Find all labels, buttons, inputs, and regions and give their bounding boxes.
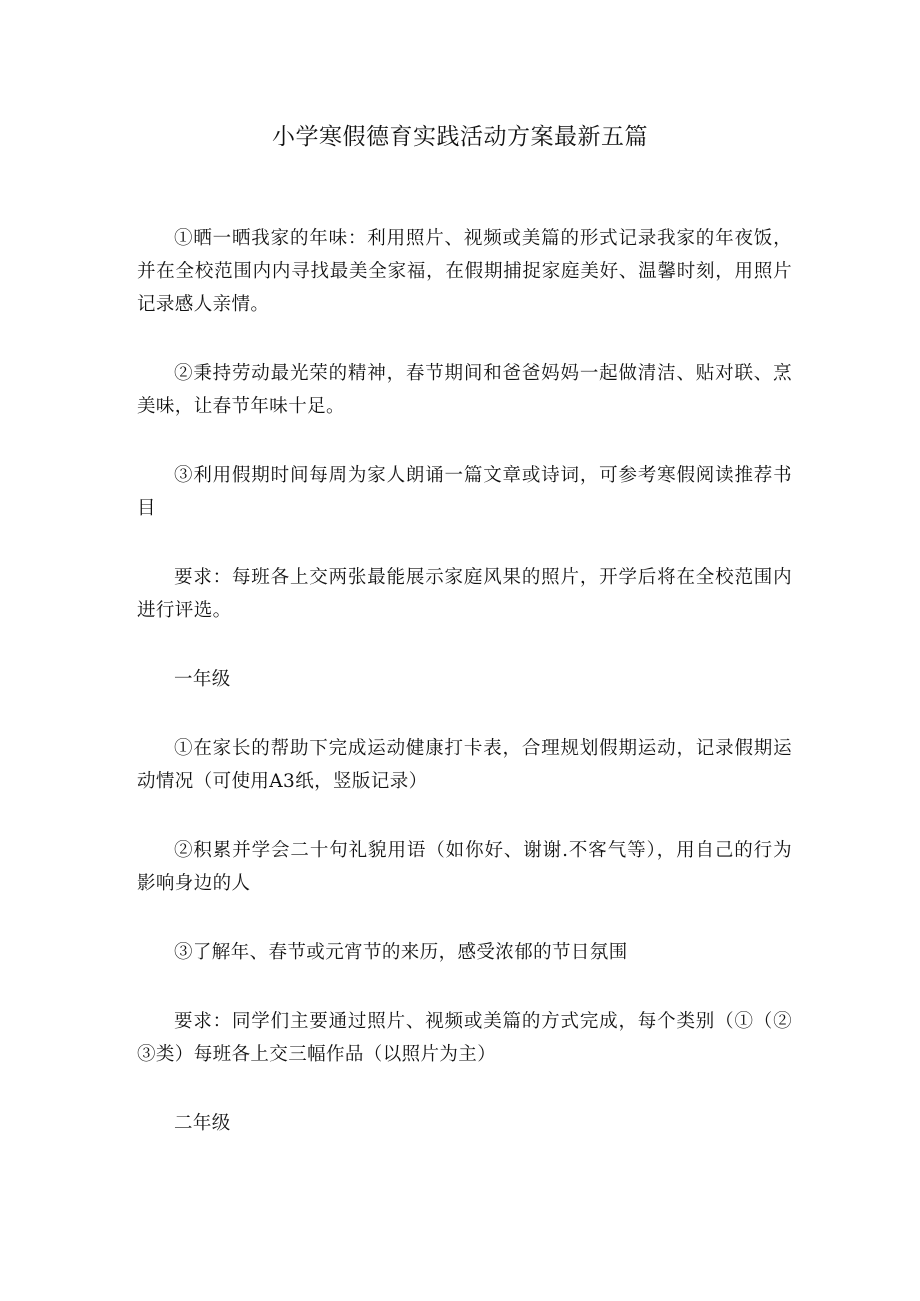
paragraph-requirement-2: 要求：同学们主要通过照片、视频或美篇的方式完成，每个类别（①（②③类）每班各上交三幅作品（以照片为主） xyxy=(137,1011,792,1065)
paragraph-3: ③利用假期时间每周为家人朗诵一篇文章或诗词，可参考寒假阅读推荐书目 xyxy=(137,465,792,519)
section-heading-grade-2: 二年级 xyxy=(174,1113,231,1134)
paragraph-grade1-item-1: ①在家长的帮助下完成运动健康打卡表，合理规划假期运动，记录假期运动情况（可使用A3纸，竖版记录） xyxy=(137,738,792,792)
paragraph-grade1-item-2: ②积累并学会二十句礼貌用语（如你好、谢谢.不客气等），用自己的行为影响身边的人 xyxy=(137,840,792,894)
paragraph-2: ②秉持劳动最光荣的精神，春节期间和爸爸妈妈一起做清洁、贴对联、烹美味，让春节年味十足。 xyxy=(137,363,792,417)
document-title: 小学寒假德育实践活动方案最新五篇 xyxy=(272,124,648,150)
paragraph-requirement-1: 要求：每班各上交两张最能展示家庭风果的照片，开学后将在全校范围内进行评选。 xyxy=(137,567,792,621)
section-heading-grade-1: 一年级 xyxy=(174,669,231,690)
paragraph-1: ①晒一晒我家的年味：利用照片、视频或美篇的形式记录我家的年夜饭，并在全校范围内内寻找最美全家福，在假期捕捉家庭美好、温馨时刻，用照片记录感人亲情。 xyxy=(137,228,792,315)
document-body xyxy=(137,222,792,1176)
paragraph-grade1-item-3: ③了解年、春节或元宵节的来历，感受浓郁的节日氛围 xyxy=(174,942,628,963)
